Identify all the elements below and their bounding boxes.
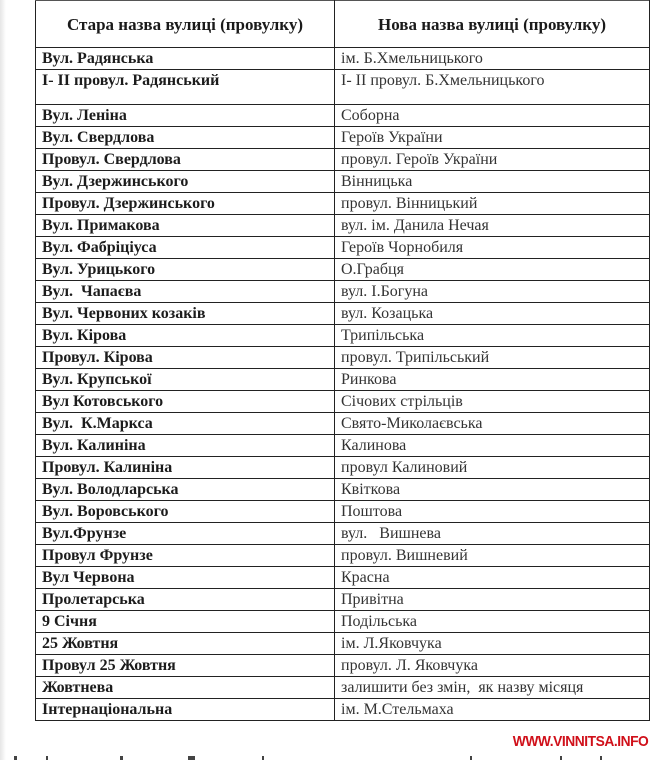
table-row (36, 70, 650, 105)
new-street-name: Поштова (335, 501, 650, 523)
old-street-name: Вул. Володларська (36, 479, 335, 501)
table-row (36, 523, 650, 545)
new-street-name: Квіткова (335, 479, 650, 501)
new-street-name: І- ІІ провул. Б.Хмельницького (335, 70, 650, 105)
new-street-name: Січових стрільців (335, 391, 650, 413)
old-street-name: Провул Фрунзе (36, 545, 335, 567)
new-street-name: провул. Вінницький (335, 193, 650, 215)
table-row (36, 567, 650, 589)
new-street-name: вул. І.Богуна (335, 281, 650, 303)
table-row (36, 611, 650, 633)
table-row (36, 303, 650, 325)
table-row (36, 413, 650, 435)
cropped-text-fragment (0, 755, 660, 760)
new-street-name: Героїв України (335, 127, 650, 149)
new-street-name: провул Калиновий (335, 457, 650, 479)
new-street-name: Свято-Миколаєвська (335, 413, 650, 435)
old-street-name: Жовтнева (36, 677, 335, 699)
old-street-name: Вул. Свердлова (36, 127, 335, 149)
old-street-name: Вул. Леніна (36, 105, 335, 127)
street-rename-table (35, 0, 650, 721)
old-street-name: І- ІІ провул. Радянський (36, 70, 335, 105)
old-street-name: Провул. Кірова (36, 347, 335, 369)
new-street-name: ім. Л.Яковчука (335, 633, 650, 655)
old-street-name: Вул. Примакова (36, 215, 335, 237)
new-street-name: Вінницька (335, 171, 650, 193)
old-street-name: Вул. Воровського (36, 501, 335, 523)
new-street-name: провул. Героїв України (335, 149, 650, 171)
table-row (36, 48, 650, 70)
new-street-name: О.Грабця (335, 259, 650, 281)
table-row (36, 259, 650, 281)
table-row (36, 677, 650, 699)
table-row (36, 171, 650, 193)
old-street-name: Вул. Кірова (36, 325, 335, 347)
new-street-name: Героїв Чорнобиля (335, 237, 650, 259)
table-row (36, 347, 650, 369)
new-street-name: Привітна (335, 589, 650, 611)
table-row (36, 699, 650, 721)
table-row (36, 127, 650, 149)
table-row (36, 325, 650, 347)
old-street-name: Вул. Фабріціуса (36, 237, 335, 259)
new-street-name: Подільська (335, 611, 650, 633)
table-row (36, 105, 650, 127)
old-street-name: Вул. К.Маркса (36, 413, 335, 435)
new-street-name: вул. Вишнева (335, 523, 650, 545)
old-street-name: Провул. Свердлова (36, 149, 335, 171)
table-row (36, 215, 650, 237)
new-street-name: вул. Козацька (335, 303, 650, 325)
new-street-name: ім. Б.Хмельницького (335, 48, 650, 70)
table-row (36, 589, 650, 611)
watermark-logo: WWW.VINNITSA.INFO (512, 733, 648, 750)
table-body (36, 48, 650, 721)
old-street-name: 9 Січня (36, 611, 335, 633)
old-street-name: Провул 25 Жовтня (36, 655, 335, 677)
old-street-name: Пролетарська (36, 589, 335, 611)
new-street-name: Ринкова (335, 369, 650, 391)
old-street-name: Вул. Червоних козаків (36, 303, 335, 325)
old-street-name: Вул Червона (36, 567, 335, 589)
table-row (36, 193, 650, 215)
page-edge-shadow (0, 0, 6, 760)
old-street-name: Вул. Крупської (36, 369, 335, 391)
table-row (36, 633, 650, 655)
table-row (36, 435, 650, 457)
new-street-name: Калинова (335, 435, 650, 457)
new-street-name: Красна (335, 567, 650, 589)
table-row (36, 501, 650, 523)
old-street-name: Вул.Фрунзе (36, 523, 335, 545)
table-row (36, 281, 650, 303)
new-street-name: залишити без змін, як назву місяця (335, 677, 650, 699)
old-street-name: Вул. Чапаєва (36, 281, 335, 303)
old-street-name: Вул. Калиніна (36, 435, 335, 457)
old-street-name: Вул Котовського (36, 391, 335, 413)
table-row (36, 369, 650, 391)
table-row (36, 655, 650, 677)
column-header-new-name: Нова назва вулиці (провулку) (335, 1, 650, 48)
old-street-name: Вул. Дзержинського (36, 171, 335, 193)
column-header-old-name: Стара назва вулиці (провулку) (36, 1, 335, 48)
old-street-name: Вул. Радянська (36, 48, 335, 70)
old-street-name: Вул. Урицького (36, 259, 335, 281)
table-row (36, 457, 650, 479)
new-street-name: провул. Вишневий (335, 545, 650, 567)
table-row (36, 479, 650, 501)
new-street-name: Трипільська (335, 325, 650, 347)
new-street-name: ім. М.Стельмаха (335, 699, 650, 721)
old-street-name: Інтернаціональна (36, 699, 335, 721)
new-street-name: Соборна (335, 105, 650, 127)
table-row (36, 391, 650, 413)
old-street-name: 25 Жовтня (36, 633, 335, 655)
table-row (36, 149, 650, 171)
table-row (36, 237, 650, 259)
new-street-name: вул. ім. Данила Нечая (335, 215, 650, 237)
table-header-row (36, 1, 650, 48)
new-street-name: провул. Л. Яковчука (335, 655, 650, 677)
new-street-name: провул. Трипільський (335, 347, 650, 369)
old-street-name: Провул. Дзержинського (36, 193, 335, 215)
old-street-name: Провул. Калиніна (36, 457, 335, 479)
table-row (36, 545, 650, 567)
